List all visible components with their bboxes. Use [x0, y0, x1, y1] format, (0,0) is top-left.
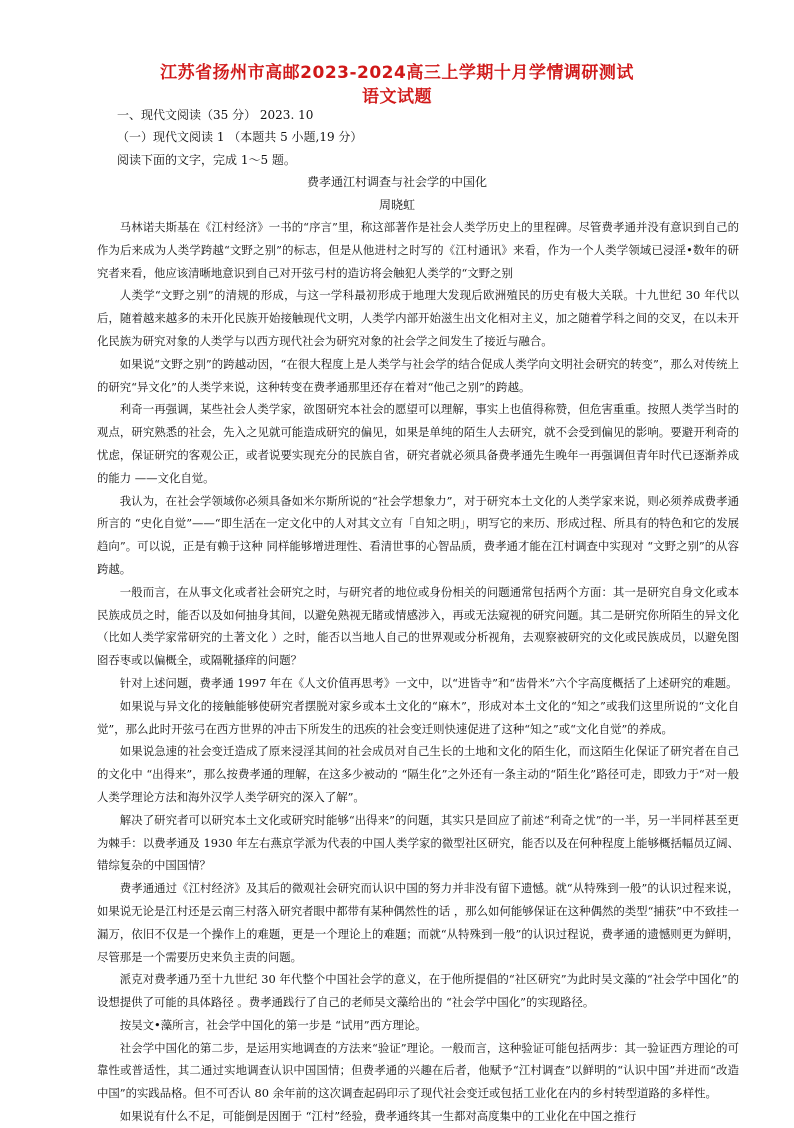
subsection-label: （一）现代文阅读 1 （本题共 5 小题,19 分）	[117, 130, 363, 144]
paragraph: 人类学“文野之别”的清规的形成，与这一学科最初形成于地理大发现后欧洲殖民的历史有极大关联。十九世纪 30 年代以后，随着越来越多的未开化民族开始接触现代文明，人类学内部开始滋生出文化相对主义，加之随着学科之间的交叉，在以未开化民族为研究对象的人类学与以西方现代社会为研究对象的社会学之间发生了接近与融合。	[97, 288, 739, 348]
paragraph: 派克对费孝通乃至十九世纪 30 年代整个中国社会学的意义，在于他所提倡的“社区研究”为此时吴文藻的“社会学中国化”的设想提供了可能的具体路径 。费孝通践行了自己的老师吴文藻给出的 “社会学中国化”的实现路径。	[97, 972, 739, 1010]
article-body	[97, 216, 739, 1128]
paragraph: 利奇一再强调，某些社会人类学家，欲图研究本社会的愿望可以理解，事实上也值得称赞，但危害重重。按照人类学当时的观点，研究熟悉的社会，先入之见就可能造成研究的偏见，如果是单纯的陌生人去研究，就不会受到偏见的影响。要避开利奇的忧虑，保证研究的客观公正，或者说要实现充分的民族自省，研究者就必须具备费孝通先生晚年一再强调但青年时代已逐渐养成的能力 ——文化自觉。	[97, 402, 739, 485]
paragraph: 如果说急速的社会变迁造成了原来浸淫其间的社会成员对自己生长的土地和文化的陌生化，而这陌生化保证了研究者在自己的文化中 “出得来”，那么按费孝通的理解，在这多少被动的 “隔生化”之外还有一条主动的“陌生化”路径可走，即致力于“对一般人类学理论方法和海外汉学人类学研究的深入了解”。	[97, 744, 739, 804]
article-author: 周晓虹	[378, 198, 415, 212]
paragraph: 一般而言，在从事文化或者社会研究之时，与研究者的地位或身份相关的问题通常包括两个方面：其一是研究自身文化或本民族成员之时，能否以及如何抽身其间，以避免熟视无睹或情感涉入，再或无法窥视的研究问题。其二是研究你所陌生的异文化（比如人类学家常研究的土著文化 ）之时，能否以当地人自己的世界观或分析视角，去观察被研究的文化或民族成员，以避免图囵吞枣或以偏概全，或隔靴搔痒的问题？	[97, 584, 739, 668]
paragraph: 针对上述问题，费孝通 1997 年在《人文价值再思考》一文中，以“进皆寺”和“齿骨米”六个字高度概括了上述研究的难题。	[119, 675, 738, 690]
exam-title: 江苏省扬州市高邮2023-2024高三上学期十月学情调研测试	[160, 63, 634, 83]
paragraph: 我认为，在社会学领域你必须具备如米尔斯所说的“社会学想象力”，对于研究本土文化的人类学家来说，则必须养成费孝通所言的 “史化自觉”——“即生活在一定文化中的人对其文立有「自知之明」，明写它的来历、形成过程、所具有的特色和它的发展趋向”。可以说，正是有赖于这种 同样能够增进理性、看清世事的心智品质，费孝通才能在江村调查中实现对 “文野之别”的从容跨越。	[97, 493, 739, 576]
paragraph: 解决了研究者可以研究本土文化或研究时能够“出得来”的问题，其实只是回应了前述“利奇之忧”的一半，另一半同样甚至更为棘手：以费孝通及 1930 年左右燕京学派为代表的中国人类学家的微型社区研究，能否以及在何种程度上能够概括幅员辽阔、错综复杂的中国国情？	[97, 812, 739, 873]
paragraph: 按吴文•藻所言，社会学中国化的第一步是 “试用”西方理论。	[119, 1017, 427, 1032]
article-title: 费孝通江村调查与社会学的中国化	[306, 175, 487, 189]
reading-instruction: 阅读下面的文字，完成 1～5 题。	[117, 153, 296, 167]
section-label: 一、现代文阅读（35 分） 2023. 10	[117, 108, 314, 122]
paragraph: 如果说与异文化的接触能够使研究者摆脱对家乡或本土文化的“麻木”，形成对本土文化的“知之”或我们这里所说的“文化自觉”，那么此时开弦弓在西方世界的冲击下所发生的迅疾的社会变迁则快速促进了这种“知之”或“文化自觉”的养成。	[97, 698, 739, 736]
paragraph: 如果说有什么不足，可能倒是因囿于 “江村”经验，费孝通终其一生都对高度集中的工业化在中国之推行	[119, 1109, 637, 1124]
paragraph: 马林诺夫斯基在《江村经济》一书的“序言”里，称这部著作是社会人类学历史上的里程碑。尽管费孝通并没有意识到自己的作为后来成为人类学跨越“文野之别”的标志，但是从他进村之时写的《江村通讯》来看，作为一个人类学领域已浸淫•数年的研究者来看，他应该清晰地意识到自己对开弦弓村的造访将会触犯人类学的“文野之别	[97, 220, 739, 280]
paragraph: 社会学中国化的第二步，是运用实地调查的方法来“验证”理论。一般而言，这种验证可能包括两步：其一验证西方理论的可靠性或普适性，其二通过实地调查认识中国国情；但费孝通的兴趣在后者，他赋予“江村调查”以鲜明的“认识中国”并进而“改造中国”的实践品格。但不可否认 80 余年前的这次调查起码印示了现代社会变迁或包括工业化在内的乡村转型道路的多样性。	[97, 1040, 739, 1101]
paragraph: 如果说“文野之别”的跨越动因，“在很大程度上是人类学与社会学的结合促成人类学向文明社会研究的转变”，那么对传统上的研究“异文化”的人类学来说，这种转变在费孝通那里还存在着对“他己之别”的跨越。	[97, 356, 739, 394]
exam-subtitle: 语文试题	[362, 87, 432, 107]
paragraph: 费孝通通过《江村经济》及其后的微观社会研究而认识中国的努力并非没有留下遗憾。就“从特殊到一般”的认识过程来说，如果说无论是江村还是云南三村落入研究者眼中都带有某种偶然性的话 ，那么如何能够保证在这种偶然的类型“捕获”中不致挂一漏万，依旧不仅是一个操作上的难题，更是一个理论上的难题；而就“从特殊到一般”的认识过程说，费孝通的遗憾则更为鲜明，尽管那是一个需要历史来负主责的问题。	[97, 881, 739, 964]
